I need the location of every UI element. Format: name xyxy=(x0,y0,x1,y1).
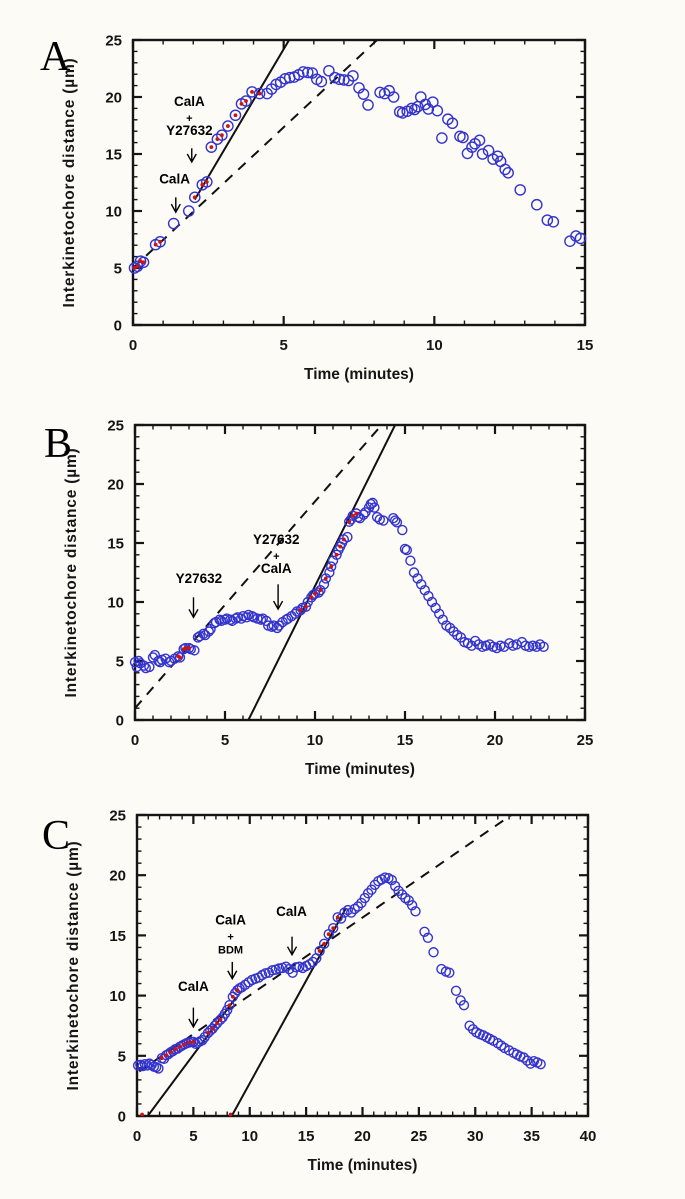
y-tick-label: 5 xyxy=(117,1048,126,1066)
highlight-dot xyxy=(310,595,314,599)
highlight-dot xyxy=(206,1031,210,1035)
x-tick-label: 10 xyxy=(241,1128,259,1145)
annotation xyxy=(215,913,246,979)
highlight-dot xyxy=(342,538,346,542)
annotation-text: Y27632 xyxy=(253,532,300,548)
data-point xyxy=(452,986,461,995)
highlight-dot xyxy=(178,1045,182,1049)
annotation-text: Y27632 xyxy=(175,571,223,587)
annotation-text: CalA xyxy=(276,904,307,920)
annotation-text: + xyxy=(227,931,234,944)
highlight-dot xyxy=(235,988,239,992)
highlight-dot xyxy=(335,553,339,557)
data-point xyxy=(437,133,447,143)
highlight-dot xyxy=(329,565,333,569)
highlight-dot xyxy=(226,124,230,128)
panel-b xyxy=(44,418,593,779)
annotation-text: Y27632 xyxy=(166,123,213,139)
solid-fit-line xyxy=(195,40,289,200)
panel-letter: C xyxy=(42,813,71,859)
y-tick-label: 15 xyxy=(105,146,122,164)
plot-frame xyxy=(137,815,588,1116)
y-tick-label: 15 xyxy=(107,535,124,553)
y-tick-label: 20 xyxy=(107,476,124,494)
x-tick-label: 15 xyxy=(297,1128,315,1145)
y-tick-label: 15 xyxy=(109,927,126,945)
annotation-text: + xyxy=(186,113,193,126)
y-tick-label: 0 xyxy=(113,317,122,335)
highlight-dot xyxy=(158,240,162,244)
highlight-dot xyxy=(234,113,238,117)
highlight-dot xyxy=(258,92,262,96)
y-tick-label: 5 xyxy=(113,260,122,278)
y-tick-label: 0 xyxy=(115,712,124,730)
data-point xyxy=(169,218,179,228)
x-tick-label: 5 xyxy=(189,1128,198,1145)
data-point xyxy=(515,185,525,195)
data-point xyxy=(548,217,558,227)
data-point xyxy=(429,948,438,957)
x-axis-title: Time (minutes) xyxy=(307,1157,418,1174)
y-tick-label: 20 xyxy=(105,89,122,107)
highlight-dot xyxy=(200,183,204,187)
data-point xyxy=(406,556,415,565)
highlight-dot xyxy=(164,1053,168,1057)
highlight-dot xyxy=(322,942,326,946)
y-tick-label: 5 xyxy=(115,653,124,671)
y-tick-label: 25 xyxy=(109,807,126,825)
y-axis-title: Interkinetochore distance (µm) xyxy=(65,840,82,1091)
y-axis-title: Interkinetochore distance (µm) xyxy=(63,447,80,698)
highlight-dot xyxy=(231,995,235,999)
highlight-dot xyxy=(250,90,254,94)
panel-letter: A xyxy=(40,34,71,80)
y-tick-label: 10 xyxy=(107,594,124,612)
x-tick-label: 0 xyxy=(128,337,138,354)
highlight-dot xyxy=(215,137,219,141)
x-tick-label: 15 xyxy=(396,732,414,749)
x-tick-label: 20 xyxy=(354,1128,371,1145)
highlight-dot xyxy=(304,605,308,609)
data-point xyxy=(477,149,487,159)
x-tick-label: 30 xyxy=(466,1128,484,1145)
highlight-dot xyxy=(140,1113,144,1117)
highlight-dot xyxy=(182,1042,186,1046)
highlight-dot xyxy=(347,520,351,524)
highlight-dot xyxy=(154,243,158,247)
x-tick-label: 5 xyxy=(220,732,230,749)
x-tick-label: 40 xyxy=(579,1128,597,1145)
highlight-dot xyxy=(324,577,328,581)
annotation xyxy=(159,172,190,213)
highlight-dot xyxy=(136,264,140,268)
highlight-dot xyxy=(228,1003,232,1007)
highlight-dot xyxy=(191,1040,195,1044)
highlight-dot xyxy=(244,99,248,103)
x-axis-title: Time (minutes) xyxy=(304,366,414,383)
data-point xyxy=(416,92,426,102)
highlight-dot xyxy=(351,514,355,518)
solid-fit-line xyxy=(232,909,346,1116)
highlight-dot xyxy=(184,646,188,650)
data-point xyxy=(363,100,373,110)
y-tick-label: 10 xyxy=(109,988,126,1006)
highlight-dot xyxy=(219,1018,223,1022)
annotation-text: CalA xyxy=(177,978,209,994)
highlight-dot xyxy=(299,608,303,612)
highlight-dot xyxy=(331,926,335,930)
x-axis-title: Time (minutes) xyxy=(305,761,415,778)
highlight-dot xyxy=(178,656,182,660)
tick-marks xyxy=(137,815,588,1116)
panel-a xyxy=(40,33,593,384)
x-tick-label: 0 xyxy=(130,732,140,749)
annotation xyxy=(178,979,209,1027)
highlight-dot xyxy=(205,180,209,184)
highlight-dot xyxy=(319,588,323,592)
fit-lines xyxy=(139,815,511,1116)
highlight-dot xyxy=(169,1050,173,1054)
highlight-dot xyxy=(318,949,322,953)
annotation-text: CalA xyxy=(159,171,190,187)
y-tick-label: 25 xyxy=(105,32,122,50)
highlight-dot xyxy=(355,512,359,516)
x-tick-label: 20 xyxy=(486,732,504,749)
annotation-text: BDM xyxy=(218,944,244,957)
data-point xyxy=(324,66,334,76)
highlight-dot xyxy=(193,195,197,199)
highlight-dot xyxy=(173,1047,177,1051)
y-tick-label: 0 xyxy=(117,1108,126,1126)
x-tick-label: 0 xyxy=(132,1128,142,1145)
y-axis-title: Interkinetochore distance (µm) xyxy=(61,57,78,308)
annotation-text: CalA xyxy=(260,561,292,577)
highlight-dot xyxy=(215,1021,219,1025)
highlight-dot xyxy=(240,102,244,106)
data-points xyxy=(134,873,546,1073)
y-tick-label: 10 xyxy=(105,203,122,221)
y-tick-label: 25 xyxy=(107,417,124,435)
panel-c xyxy=(42,808,596,1175)
x-tick-label: 25 xyxy=(576,732,594,749)
highlight-dot xyxy=(187,646,191,650)
annotation xyxy=(176,571,223,617)
data-point xyxy=(542,215,552,225)
highlight-dot xyxy=(336,915,340,919)
highlight-dot xyxy=(209,145,213,149)
annotation-text: CalA xyxy=(173,94,205,110)
highlight-dot xyxy=(187,1041,191,1045)
x-tick-label: 35 xyxy=(523,1128,540,1145)
x-tick-label: 15 xyxy=(576,337,594,354)
panel-letter: B xyxy=(44,421,73,467)
y-tick-label: 20 xyxy=(109,867,126,885)
highlight-dot xyxy=(327,932,331,936)
x-tick-label: 10 xyxy=(306,732,324,749)
highlight-dot xyxy=(211,1027,215,1031)
highlight-dot xyxy=(313,592,317,596)
annotation xyxy=(166,94,213,162)
data-point xyxy=(398,526,407,535)
data-point xyxy=(532,200,542,210)
highlight-dot xyxy=(142,260,146,264)
x-tick-label: 5 xyxy=(279,337,288,354)
highlight-dot xyxy=(160,1056,164,1060)
annotation xyxy=(253,532,300,609)
x-tick-label: 10 xyxy=(425,337,443,354)
highlight-dot xyxy=(220,133,224,137)
x-tick-label: 25 xyxy=(410,1128,428,1145)
annotation xyxy=(276,904,307,955)
annotation-text: + xyxy=(273,551,280,564)
annotation-text: CalA xyxy=(215,912,246,928)
highlight-dot xyxy=(338,545,342,549)
highlighted-points xyxy=(133,90,262,270)
highlight-dot xyxy=(229,1113,233,1117)
